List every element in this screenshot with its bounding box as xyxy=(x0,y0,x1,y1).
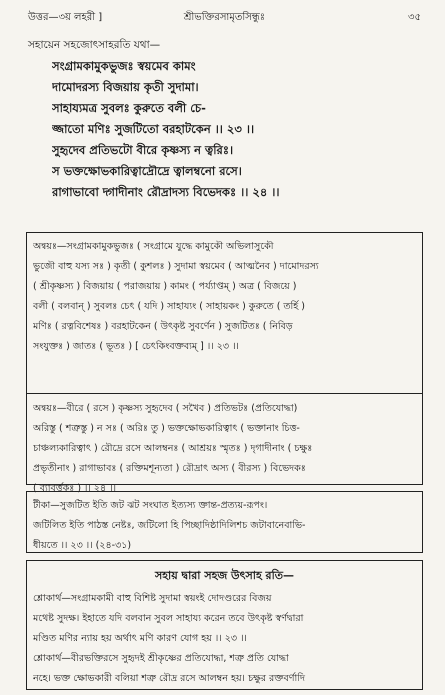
tika-box xyxy=(26,491,423,553)
verse-intro: সহায়েন সহজোৎসাহরতি যথা— xyxy=(28,39,161,51)
translation-text xyxy=(33,589,416,689)
verse-line: রাগাভাবো দ্গাদীনাং রৌদ্রাদস্য বিভেদকঃ ।। ২৪ ।। xyxy=(52,185,280,199)
verse-line: সাহায্যমত্র সুবলঃ কুরুতে বলী চে- xyxy=(52,101,206,115)
verse-line: সংগ্রামকামুকভুজঃ স্বয়মেব কামং xyxy=(52,59,196,73)
anvaya-line: ভুজৌ বাহু যস্য সঃ ) কৃতী ( কুশলঃ ) সুদামা স্বয়মেব ( আত্মনৈব ) দামোদরস্য xyxy=(33,261,319,272)
anvaya-line: অন্বয়ঃ—সংগ্রামকামুকভুজঃ ( সংগ্রামে যুদ্ধে কামুকৌ অভিলাসুকৌ xyxy=(33,241,274,252)
tika-line: জটিলিত ইতি পাঠস্ত নেষ্টঃ, জটিলো হি পিচ্ছাদিষ্ঠাদিলিশচ জটাবানেবাভি- xyxy=(33,520,306,531)
tika-line: টীকা—সুজটিত ইতি জট ঝট সংঘাত ইত্যস্য ক্তান্ত-প্রত্যয়-রূপং। xyxy=(33,500,268,511)
anvaya-box xyxy=(26,232,423,494)
translation-title: সহায় দ্বারা সহজ উৎসাহ রতি— xyxy=(154,569,295,582)
header-section: উত্তর—৩য় লহরী ] xyxy=(28,12,103,23)
anvaya-line: অরিস্তু ( শত্রুস্তু ) ন সঃ ( অরিঃ তু ) ভক্তক্ষোভকারিত্বাৎ ( ভক্তানাং চিত্ত- xyxy=(33,423,300,434)
tika-line: ধীয়তে ।। ২৩ ।। (২৪-৩১) xyxy=(33,540,132,551)
header-book-title: শ্রীভক্তিরসামৃতসিন্ধুঃ xyxy=(183,12,266,23)
translation-box xyxy=(26,560,423,690)
page-number: ৩৫ xyxy=(408,12,421,23)
translation-line: মথেষ্ট সুদক্ষ। ইহাতে যদি বলবান সুবল সাহায্য করেন তবে উৎকৃষ্ট স্বর্ণদ্বারা xyxy=(33,613,304,624)
translation-line: মণ্ডিত মণির ন্যায় হয় অর্থাৎ মণি কারণ যোগ হয় ।। ২৩ ।। xyxy=(33,633,247,644)
anvaya-line: মণিঃ ( রত্নবিশেষঃ ) বরহাটকেন ( উৎকৃষ্ট সুবর্ণেন ) সুজটিতঃ ( নিবিড় xyxy=(33,321,293,332)
anvaya-line: সংযুক্তঃ ) জাতঃ ( ভূতঃ ) [ চেৎকিংবক্তব্যম্ ] ।। ২৩ ।। xyxy=(33,341,239,352)
anvaya-line: ( শ্রীকৃষ্ণস্য ) বিজয়ায় ( পরাজয়ায় ) কামং ( পর্য্যাপ্তম্ ) অত্র ( বিজয়ে ) xyxy=(33,281,297,292)
divider xyxy=(27,393,422,394)
verse-line: দামোদরস্য বিজয়ায় কৃতী সুদামা। xyxy=(52,80,199,94)
translation-line: শ্লোকার্থ—সংগ্রামকামী বাহু বিশিষ্ট সুদামা স্বয়ংই দোদণ্ডরের বিজয় xyxy=(33,593,272,604)
anvaya-line: চাঞ্চল্যকারিত্বাৎ ) রৌদ্রে রসে আলম্বনঃ ( আশ্রয়ঃ স্মৃতঃ ) দৃগাদীনাং ( চক্ষুঃ xyxy=(33,443,313,454)
anvaya-line: অন্বয়ঃ—বীরে ( রসে ) কৃষ্ণস্য সুহৃদেব ( সখৈব ) প্রতিভটঃ (প্রতিযোদ্ধা) xyxy=(33,403,298,414)
verse-line: স ভক্তক্ষোভকারিত্বাদ্রৌদ্রে ত্বালম্বনো রসে। xyxy=(52,164,242,178)
verse-block xyxy=(52,56,425,203)
anvaya-line: প্রভৃতীনাং ) রাগাভাবঃ ( রক্তিমশূন্যতা ) রৌদ্রাৎ অস্য ( বীরস্য ) বিভেদকঃ xyxy=(33,463,306,474)
anvaya-24 xyxy=(33,399,416,499)
translation-line: নহে। ভক্ত ক্ষোভকারী বলিয়া শত্রু রৌদ্র রসে আলম্বন হয়। চক্ষুর রক্তবর্ণাদি xyxy=(33,673,305,684)
anvaya-line: ( ব্যাবর্ত্তকঃ ) ।। ২৪ ।। xyxy=(33,483,117,494)
translation-line: শ্লোকার্থ—বীরভক্তিরসে সুহৃদই শ্রীকৃষ্ণের প্রতিযোদ্ধা, শত্রু প্রতি যোদ্ধা xyxy=(33,653,289,664)
anvaya-line: বলী ( বলবান্ ) সুবলঃ চেৎ ( যদি ) সাহায্যং ( সাহায়কং ) কুরুতে ( তর্হি ) xyxy=(33,301,305,312)
tika-text xyxy=(33,496,416,556)
anvaya-23 xyxy=(33,237,416,357)
verse-line: জ্জাতো মণিঃ সুজটিতো বরহাটকেন ।। ২৩ ।। xyxy=(52,122,255,136)
page-header xyxy=(28,10,421,26)
verse-line: সুহৃদেব প্রতিভটো বীরে কৃষ্ণস্য ন ত্বরিঃ। xyxy=(52,143,234,157)
